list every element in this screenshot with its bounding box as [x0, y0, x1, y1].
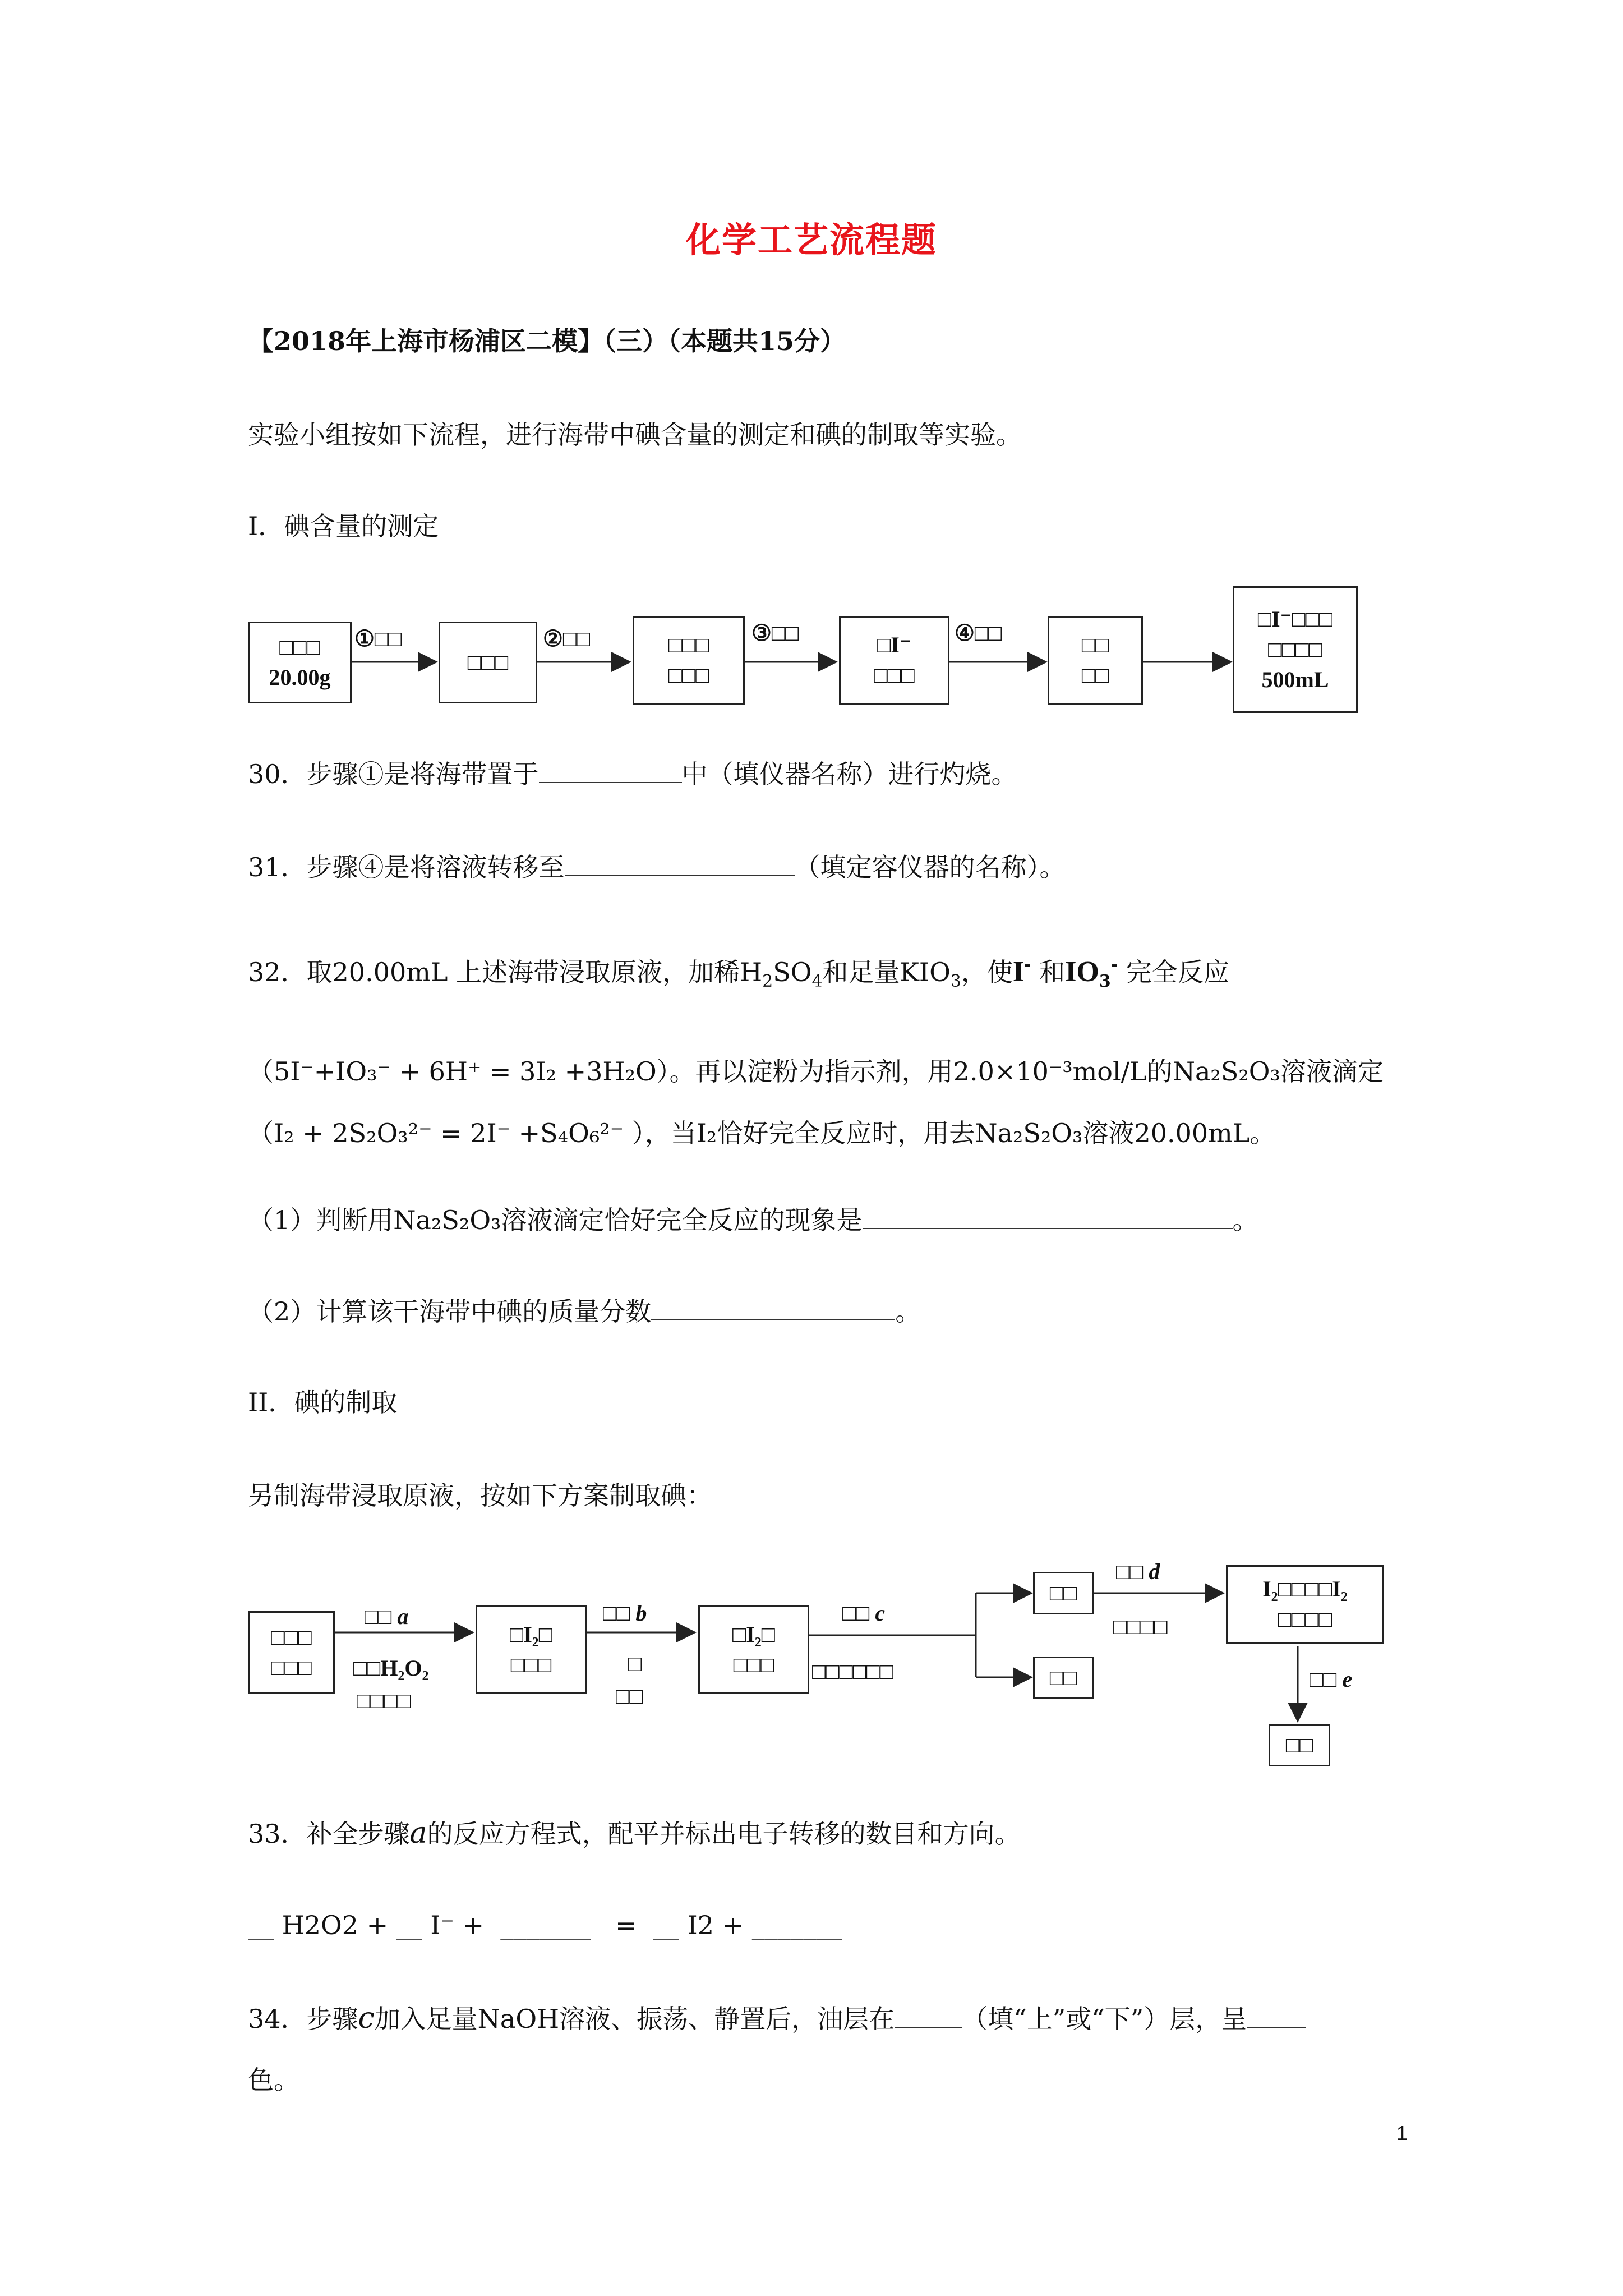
- flow1-box-6-line2: □□□□: [1268, 637, 1322, 662]
- flow2-box-7: [1269, 1724, 1330, 1766]
- flow2-box-6-line1: I₂□□□□I₂: [1262, 1576, 1348, 1602]
- flow2-box-5: [1033, 1657, 1094, 1699]
- flow2-box-6: [1226, 1565, 1384, 1644]
- q32-l1f: 3: [950, 972, 961, 991]
- q34-var: c: [358, 2001, 375, 2035]
- equation-line[interactable]: __ H2O2 + __ I⁻ + _______ = __ I2 + _______: [248, 1910, 842, 1940]
- flow2-step-a-top: □□: [365, 1604, 392, 1629]
- intro-text: 实验小组按如下流程，进行海带中碘含量的测定和碘的制取等实验。: [248, 420, 1022, 450]
- q31-text-a: 31．步骤④是将溶液转移至: [248, 852, 565, 882]
- heading-text: 【2018年上海市杨浦区二模】（三）（本题共15分）: [248, 326, 846, 356]
- section-2-heading: II．碘的制取: [248, 1387, 398, 1418]
- flow2-box-4-label: □□: [1049, 1580, 1077, 1605]
- flow2-step-c-label: [842, 1599, 885, 1628]
- q34-color-blank[interactable]: [1247, 2002, 1306, 2028]
- flow2-step-b-top: □□: [603, 1600, 630, 1626]
- flow2-box-6-line2: □□□□: [1278, 1607, 1332, 1632]
- q32-l1e: 和足量KIO: [822, 957, 951, 987]
- q32-iodide-charge: -: [1024, 955, 1031, 974]
- flow2-step-b-label: [603, 1599, 647, 1628]
- flow2-box-5-label: □□: [1049, 1665, 1077, 1690]
- q32-l1j: 和: [1031, 957, 1066, 987]
- flow2-box-1-line1: □□□: [271, 1625, 312, 1650]
- flow2-box-2-line2: □□□: [510, 1652, 552, 1677]
- page-title: 化学工艺流程题: [685, 219, 937, 260]
- flow2-box-1: [248, 1611, 335, 1694]
- flow1-box-4-line2: □□□: [874, 662, 915, 688]
- page-number: 1: [1396, 2122, 1408, 2145]
- flow1-step-1-label: ①□□: [354, 626, 402, 651]
- flow1-box-2-line1: □□□: [467, 650, 509, 675]
- flow2-step-a-var: a: [397, 1604, 409, 1629]
- q32-l1c: SO: [773, 957, 812, 987]
- q34-text-b: 加入足量NaOH溶液、振荡、静置后，油层在: [374, 2004, 895, 2034]
- question-34: [248, 2001, 1306, 2036]
- q32-l1b: 2: [762, 972, 773, 991]
- flow2-step-b-var: b: [635, 1600, 647, 1626]
- flow1-box-5-line1: □□: [1081, 632, 1109, 657]
- q30-text-a: 30．步骤①是将海带置于: [248, 759, 539, 789]
- q33-text-a: 33．补全步骤: [248, 1819, 410, 1849]
- flow2-step-e-top: □□: [1310, 1667, 1337, 1692]
- question-32-line-3: （I₂ + 2S₂O₃²⁻ = 2I⁻ +S₄O₆²⁻ ），当I₂恰好完全反应时，用去Na₂S₂O₃溶液20.00mL。: [248, 1118, 1276, 1148]
- flow2-step-b-condition-2: □□: [616, 1683, 643, 1709]
- flow2-step-c-top: □□: [842, 1600, 870, 1626]
- q32-l1g: ，使: [961, 957, 1013, 987]
- flow2-step-d-condition: □□□□: [1113, 1614, 1168, 1639]
- q34-layer-blank[interactable]: [895, 2002, 962, 2028]
- q32-p2-text: （2）计算该干海带中碘的质量分数: [248, 1296, 652, 1327]
- flow2-step-d-top: □□: [1116, 1559, 1144, 1584]
- flow2-step-e-var: e: [1342, 1667, 1353, 1692]
- q34-text-c: （填“上”或“下”）层，呈: [962, 2004, 1247, 2034]
- q32-p1-text: （1）判断用Na₂S₂O₃溶液滴定恰好完全反应的现象是: [248, 1205, 863, 1235]
- flow1-step-2-label: ②□□: [543, 626, 591, 651]
- flow1-step-4-label: ④□□: [955, 620, 1002, 646]
- flow1-box-1-line2: 20.00g: [269, 665, 331, 690]
- q32-p2-end: 。: [895, 1296, 921, 1327]
- flow2-box-3-line1: □I₂□: [732, 1622, 775, 1647]
- flow2-step-b-condition-1: □: [628, 1651, 642, 1676]
- q30-text-b: 中（填仪器名称）进行灼烧。: [681, 759, 1017, 789]
- flow2-step-e-label: [1310, 1665, 1352, 1694]
- q34-text-a: 34．步骤: [248, 2004, 358, 2034]
- question-34-continued: 色。: [248, 2065, 299, 2095]
- flow2-step-c-var: c: [875, 1600, 886, 1626]
- flow2-box-1-line2: □□□: [271, 1655, 312, 1680]
- q32-l1d: 4: [811, 972, 823, 991]
- flow2-box-3-line2: □□□: [733, 1652, 774, 1677]
- flow2-step-d-label: [1116, 1557, 1160, 1586]
- q33-var: a: [409, 1816, 427, 1850]
- flow1-box-1-line1: □□□: [279, 634, 320, 660]
- flow1-step-3-label: ③□□: [751, 620, 799, 646]
- flow1-box-6-line3: 500mL: [1261, 667, 1329, 692]
- q31-text-b: （填定容仪器的名称）。: [794, 852, 1066, 882]
- q33-text-b: 的反应方程式，配平并标出电子转移的数目和方向。: [427, 1819, 1021, 1849]
- flow2-box-3: [698, 1605, 809, 1694]
- q32-iodate-charge: -: [1110, 955, 1118, 974]
- q32-iodate-sub: 3: [1099, 972, 1111, 991]
- intro-2-text: 另制海带浸取原液，按如下方案制取碘：: [248, 1480, 712, 1511]
- flow2-step-a-condition-1: □□H₂O₂: [353, 1655, 429, 1681]
- q32-iodide: I: [1012, 956, 1025, 988]
- flow2-step-a-label: [365, 1602, 408, 1631]
- flow2-box-7-label: □□: [1285, 1732, 1313, 1757]
- q32-l1n: 完全反应: [1118, 957, 1229, 987]
- flow2-box-2: [476, 1605, 587, 1694]
- question-33: [248, 1816, 1021, 1851]
- flow1-box-5-line2: □□: [1081, 662, 1109, 688]
- flow1-box-4-line1: □I⁻: [877, 632, 911, 657]
- q32-iodate: IO: [1065, 956, 1099, 988]
- flow2-box-4: [1033, 1572, 1094, 1614]
- flow1-box-6-line1: □I⁻□□□: [1257, 606, 1333, 632]
- flow1-box-3-line2: □□□: [668, 662, 709, 688]
- flow2-step-a-condition-2: □□□□: [357, 1688, 411, 1713]
- q32-p1-end: 。: [1232, 1205, 1258, 1235]
- section-1-heading: I．碘含量的测定: [248, 511, 439, 541]
- q32-l1a: 32．取20.00mL 上述海带浸取原液，加稀H: [248, 957, 763, 987]
- question-32-line-2: （5I⁻+IO₃⁻ + 6H⁺ = 3I₂ +3H₂O）。再以淀粉为指示剂，用2.0×10⁻³mol/L的Na₂S₂O₃溶液滴定: [248, 1056, 1384, 1087]
- flow2-step-d-var: d: [1149, 1559, 1160, 1584]
- flow1-box-3-line1: □□□: [668, 632, 709, 657]
- flow2-box-2-line1: □I₂□: [510, 1622, 552, 1647]
- flow2-step-c-condition: □□□□□□: [812, 1659, 893, 1684]
